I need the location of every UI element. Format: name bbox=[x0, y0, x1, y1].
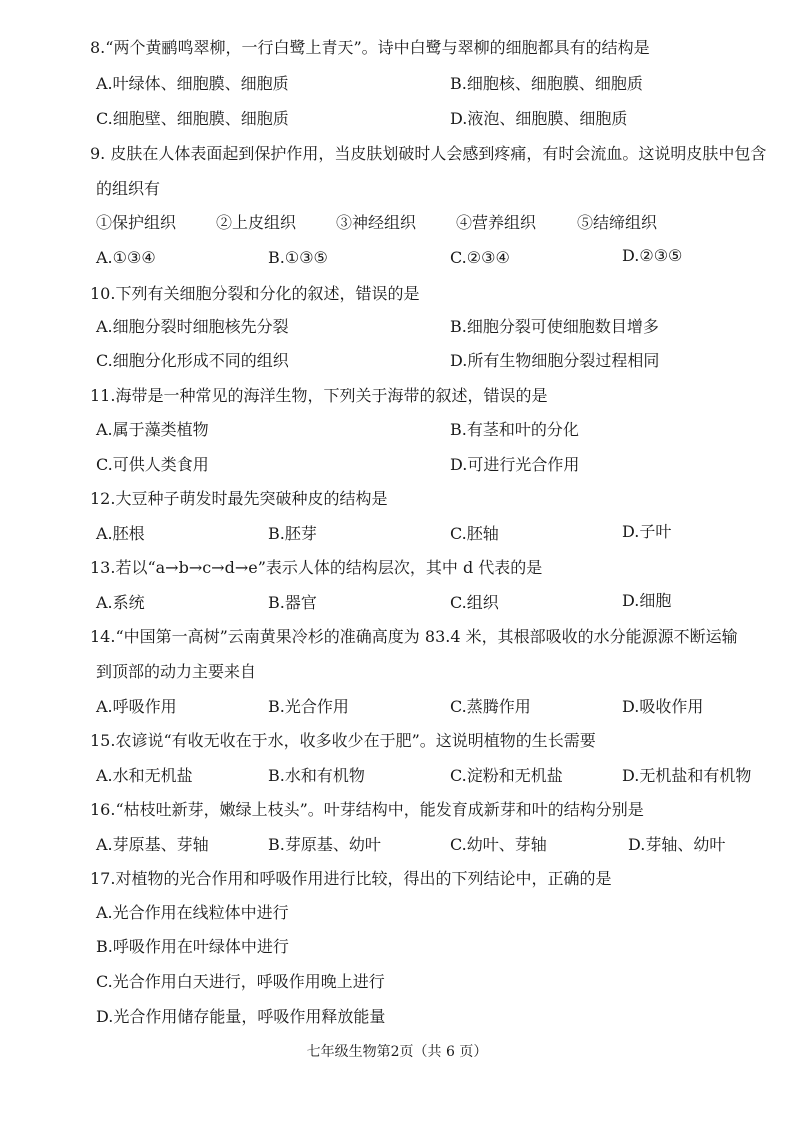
question-10-option-b: B.细胞分裂可使细胞数目增多 bbox=[450, 317, 659, 336]
question-15-option-c: C.淀粉和无机盐 bbox=[450, 766, 563, 785]
question-13-option-d: D.细胞 bbox=[622, 591, 672, 610]
question-9-option-b: B.①③⑤ bbox=[268, 248, 328, 267]
question-10-option-c: C.细胞分化形成不同的组织 bbox=[96, 351, 289, 370]
question-9-stem-line-1: 9. 皮肤在人体表面起到保护作用，当皮肤划破时人会感到疼痛，有时会流血。这说明皮肤中包含 bbox=[90, 144, 767, 163]
question-11-option-d: D.可进行光合作用 bbox=[450, 455, 580, 474]
question-9-item-4: ④营养组织 bbox=[456, 213, 537, 232]
question-8-option-c: C.细胞壁、细胞膜、细胞质 bbox=[96, 109, 289, 128]
page-footer: 七年级生物第2页（共 6 页） bbox=[306, 1044, 488, 1060]
question-12-option-a: A.胚根 bbox=[96, 524, 145, 543]
question-8-option-a: A.叶绿体、细胞膜、细胞质 bbox=[96, 74, 289, 93]
question-14-option-c: C.蒸腾作用 bbox=[450, 697, 531, 716]
question-13-option-b: B.器官 bbox=[268, 593, 317, 612]
question-16-stem: 16.“枯枝吐新芽，嫩绿上枝头”。叶芽结构中，能发育成新芽和叶的结构分别是 bbox=[90, 800, 644, 819]
question-9-item-1: ①保护组织 bbox=[96, 213, 177, 232]
question-11-option-c: C.可供人类食用 bbox=[96, 455, 209, 474]
question-14-stem-line-2: 到顶部的动力主要来自 bbox=[96, 662, 257, 681]
question-12-option-c: C.胚轴 bbox=[450, 524, 499, 543]
question-9-option-a: A.①③④ bbox=[96, 248, 156, 267]
question-13-stem: 13.若以“a→b→c→d→e”表示人体的结构层次，其中 d 代表的是 bbox=[90, 558, 543, 577]
question-14-option-a: A.呼吸作用 bbox=[96, 697, 177, 716]
question-12-stem: 12.大豆种子萌发时最先突破种皮的结构是 bbox=[90, 489, 388, 508]
question-10-stem: 10.下列有关细胞分裂和分化的叙述，错误的是 bbox=[90, 284, 420, 303]
question-9-option-d: D.②③⑤ bbox=[622, 246, 683, 265]
question-11-stem: 11.海带是一种常见的海洋生物，下列关于海带的叙述，错误的是 bbox=[90, 386, 548, 405]
question-13-option-c: C.组织 bbox=[450, 593, 499, 612]
question-11-option-a: A.属于藻类植物 bbox=[96, 420, 209, 439]
question-8-option-d: D.液泡、细胞膜、细胞质 bbox=[450, 109, 628, 128]
question-17-option-d: D.光合作用储存能量，呼吸作用释放能量 bbox=[96, 1007, 386, 1026]
question-14-option-b: B.光合作用 bbox=[268, 697, 349, 716]
question-9-stem-line-2: 的组织有 bbox=[96, 179, 161, 198]
question-15-stem: 15.农谚说“有收无收在于水，收多收少在于肥”。这说明植物的生长需要 bbox=[90, 731, 596, 750]
question-17-option-b: B.呼吸作用在叶绿体中进行 bbox=[96, 937, 289, 956]
question-9-option-c: C.②③④ bbox=[450, 248, 510, 267]
question-12-option-d: D.子叶 bbox=[622, 522, 672, 541]
question-9-item-2: ②上皮组织 bbox=[216, 213, 297, 232]
question-15-option-a: A.水和无机盐 bbox=[96, 766, 193, 785]
question-16-option-d: D.芽轴、幼叶 bbox=[628, 835, 726, 854]
question-16-option-a: A.芽原基、芽轴 bbox=[96, 835, 209, 854]
question-16-option-b: B.芽原基、幼叶 bbox=[268, 835, 381, 854]
question-17-stem: 17.对植物的光合作用和呼吸作用进行比较，得出的下列结论中，正确的是 bbox=[90, 869, 612, 888]
question-16-option-c: C.幼叶、芽轴 bbox=[450, 835, 547, 854]
question-14-stem-line-1: 14.“中国第一高树”云南黄果冷杉的准确高度为 83.4 米，其根部吸收的水分能源源不断运输 bbox=[90, 627, 738, 646]
question-11-option-b: B.有茎和叶的分化 bbox=[450, 420, 579, 439]
question-14-option-d: D.吸收作用 bbox=[622, 697, 704, 716]
question-12-option-b: B.胚芽 bbox=[268, 524, 317, 543]
question-9-item-3: ③神经组织 bbox=[336, 213, 417, 232]
question-10-option-d: D.所有生物细胞分裂过程相同 bbox=[450, 351, 660, 370]
question-10-option-a: A.细胞分裂时细胞核先分裂 bbox=[96, 317, 289, 336]
question-15-option-d: D.无机盐和有机物 bbox=[622, 766, 752, 785]
question-17-option-c: C.光合作用白天进行，呼吸作用晚上进行 bbox=[96, 972, 385, 991]
question-8-stem: 8.“两个黄鹂鸣翠柳，一行白鹭上青天”。诗中白鹭与翠柳的细胞都具有的结构是 bbox=[90, 38, 650, 57]
question-13-option-a: A.系统 bbox=[96, 593, 145, 612]
question-8-option-b: B.细胞核、细胞膜、细胞质 bbox=[450, 74, 643, 93]
question-9-item-5: ⑤结缔组织 bbox=[577, 213, 658, 232]
question-15-option-b: B.水和有机物 bbox=[268, 766, 365, 785]
question-17-option-a: A.光合作用在线粒体中进行 bbox=[96, 903, 289, 922]
